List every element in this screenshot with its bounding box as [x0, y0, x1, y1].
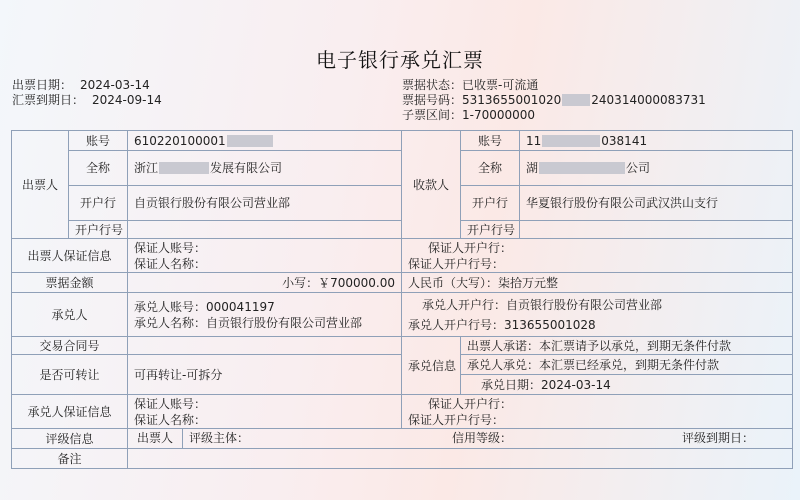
- rating-fields: [128, 429, 792, 448]
- drawer-name-suffix: 发展有限公司: [210, 161, 283, 175]
- due-date-row: [12, 93, 162, 108]
- amount-big-value: 柒拾万元整: [498, 275, 559, 290]
- drawer-guarantee-right: [402, 239, 793, 273]
- drawer-bank-label: 开户行: [69, 186, 128, 221]
- rating-grade: 信用等级：: [452, 431, 513, 445]
- drawer-promise-value: 本汇票请予以承兑，到期无条件付款: [539, 338, 732, 353]
- drawer-guarantor-account: 保证人账号：: [134, 240, 207, 255]
- drawer-account-prefix: 610220100001: [134, 133, 226, 148]
- acceptor-guarantor-bank: 保证人开户行：: [428, 396, 513, 411]
- payee-name-prefix: 湖: [526, 161, 539, 175]
- redaction-mask: [562, 94, 590, 106]
- payee-name-suffix: 公司: [626, 161, 651, 175]
- issue-date-row: [12, 78, 162, 93]
- amount-label: 票据金额: [12, 273, 128, 293]
- drawer-name: [128, 151, 402, 186]
- accept-date: [461, 375, 793, 395]
- acceptor-name-row: [134, 315, 395, 331]
- issue-date: 2024-03-14: [80, 78, 150, 92]
- drawer-name-prefix: 浙江: [134, 161, 159, 175]
- payee-account-label: 账号: [461, 131, 520, 151]
- acceptor-account: 000041197: [206, 299, 275, 314]
- acceptor-guarantor-bank-no: 保证人开户行号：: [408, 412, 505, 427]
- payee-account-suffix: 038141: [601, 133, 648, 148]
- acceptor-accept-value: 本汇票已经承兑，到期无条件付款: [539, 357, 720, 372]
- status-value: 已收票-可流通: [462, 78, 539, 92]
- rating-expiry: 评级到期日：: [682, 431, 755, 445]
- issue-date-label: 出票日期：: [12, 78, 73, 92]
- acceptor-accept: [461, 355, 793, 375]
- acceptor-account-label: 承兑人账号：: [134, 299, 207, 314]
- rating-subject: 评级主体：: [189, 431, 250, 445]
- accept-date-label: 承兑日期：: [481, 377, 542, 392]
- drawer-promise-label: 出票人承诺：: [467, 338, 540, 353]
- drawer-bank-no: [128, 221, 402, 239]
- acceptor-bank-label: 承兑人开户行：: [422, 297, 507, 312]
- drawer-guarantor-bank-no: 保证人开户行号：: [408, 256, 505, 271]
- remark-label: 备注: [12, 449, 128, 469]
- transfer-value: 可再转让-可拆分: [128, 355, 402, 395]
- bill-no-suffix: 240314000083731: [591, 93, 706, 107]
- due-date-label: 汇票到期日：: [12, 93, 85, 107]
- acceptor-account-row: [134, 299, 395, 315]
- amount-big: [402, 273, 793, 293]
- transfer-label: 是否可转让: [12, 355, 128, 395]
- contract-label: 交易合同号: [12, 337, 128, 355]
- drawer-guarantee-left: [128, 239, 402, 273]
- acceptor-bank: 自贡银行股份有限公司营业部: [506, 297, 663, 312]
- amount-small-label: 小写：: [282, 275, 319, 290]
- redaction-mask: [227, 135, 273, 147]
- drawer-guarantee-label: 出票人保证信息: [12, 239, 128, 273]
- rating-row: [128, 429, 793, 449]
- page-title: 电子银行承兑汇票: [316, 48, 484, 72]
- acceptor-guarantee-left: [128, 395, 402, 429]
- payee-name: [520, 151, 793, 186]
- acceptor-right: [402, 293, 793, 337]
- sub-range-label: 子票区间：: [402, 108, 463, 122]
- header-left: [12, 78, 162, 108]
- status-label: 票据状态：: [402, 78, 463, 92]
- payee-bank-label: 开户行: [461, 186, 520, 221]
- contract-value: [128, 337, 402, 355]
- payee-bank-no: [520, 221, 793, 239]
- drawer-name-label: 全称: [69, 151, 128, 186]
- drawer-guarantor-name: 保证人名称：: [134, 256, 207, 271]
- bill-form-table: [11, 130, 793, 469]
- drawer-bank-no-label: 开户行号: [69, 221, 128, 239]
- acceptor-guarantor-name: 保证人名称：: [134, 412, 207, 427]
- sub-range-value: 1-70000000: [462, 108, 536, 122]
- accept-date-value: 2024-03-14: [541, 377, 611, 392]
- bill-no-label: 票据号码：: [402, 93, 463, 107]
- status-row: [402, 78, 706, 93]
- acceptor-bank-no-label: 承兑人开户行号：: [408, 317, 505, 332]
- payee-name-label: 全称: [461, 151, 520, 186]
- acceptor-guarantee-right: [402, 395, 793, 429]
- acceptor-name-label: 承兑人名称：: [134, 315, 207, 330]
- drawer-promise: [461, 337, 793, 355]
- sub-range-row: [402, 108, 706, 123]
- redaction-mask: [159, 162, 209, 174]
- drawer-account: [128, 131, 402, 151]
- drawer-bank: 自贡银行股份有限公司营业部: [128, 186, 402, 221]
- acceptor-bank-no-row: [408, 317, 786, 333]
- drawer-guarantor-bank: 保证人开户行：: [428, 240, 513, 255]
- bill-no-row: [402, 93, 706, 108]
- amount-big-label: 人民币（大写）：: [408, 275, 499, 290]
- redaction-mask: [539, 162, 625, 174]
- acceptor-guarantee-label: 承兑人保证信息: [12, 395, 128, 429]
- acceptor-left: [128, 293, 402, 337]
- acceptor-accept-label: 承兑人承兑：: [467, 357, 540, 372]
- remark-value: [128, 449, 793, 469]
- acceptor-bank-no: 313655001028: [504, 317, 596, 332]
- payee-bank: 华夏银行股份有限公司武汉洪山支行: [520, 186, 793, 221]
- header-right: [402, 78, 706, 123]
- due-date: 2024-09-14: [92, 93, 162, 107]
- bill-no-prefix: 5313655001020: [462, 93, 562, 107]
- drawer-account-label: 账号: [69, 131, 128, 151]
- drawer-section-label: 出票人: [12, 131, 69, 239]
- payee-account: [520, 131, 793, 151]
- acceptor-guarantor-account: 保证人账号：: [134, 396, 207, 411]
- acceptor-bank-row: [408, 297, 786, 313]
- acceptance-info-label: 承兑信息: [402, 337, 461, 395]
- rating-party: 出票人: [128, 429, 183, 448]
- redaction-mask: [542, 135, 600, 147]
- payee-section-label: 收款人: [402, 131, 461, 239]
- payee-account-prefix: 11: [526, 133, 542, 148]
- amount-small-value: ￥700000.00: [318, 275, 395, 290]
- payee-bank-no-label: 开户行号: [461, 221, 520, 239]
- amount-small: [128, 273, 402, 293]
- rating-label: 评级信息: [12, 429, 128, 449]
- acceptor-section-label: 承兑人: [12, 293, 128, 337]
- acceptor-name: 自贡银行股份有限公司营业部: [206, 315, 363, 330]
